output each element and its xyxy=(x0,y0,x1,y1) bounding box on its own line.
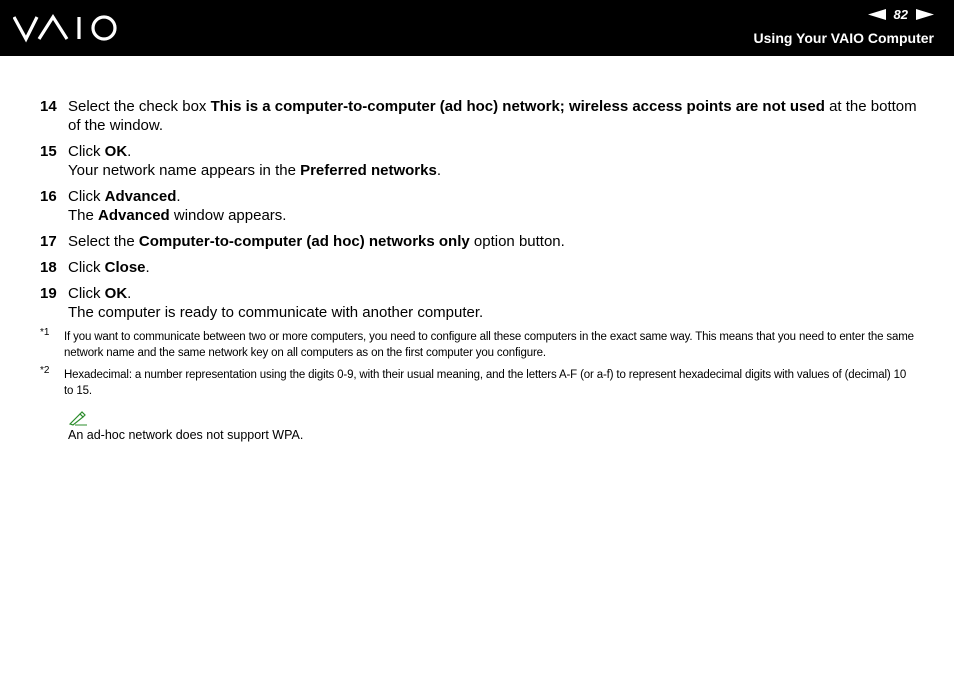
section-title: Using Your VAIO Computer xyxy=(753,30,934,46)
step-text-run: Click xyxy=(68,285,105,302)
step-line xyxy=(68,187,918,206)
step-text xyxy=(68,258,918,277)
step-text-run: window appears. xyxy=(169,207,287,224)
ui-term: Advanced xyxy=(98,207,170,224)
step-item xyxy=(40,187,918,225)
step-text-run: Select the xyxy=(68,233,139,250)
footnote-text: If you want to communicate between two or more computers, you need to configure all these computers in the exact same way. This means that you need to enter the same network name and the same network key on all computers as on the first computer you configure. xyxy=(64,331,914,359)
step-text-run: Click xyxy=(68,143,105,160)
ui-term: OK xyxy=(104,285,128,302)
step-text-run: Your network name appears in the xyxy=(68,162,301,179)
step-line xyxy=(68,284,918,303)
step-text-run: The xyxy=(68,207,99,224)
footnote-text: Hexadecimal: a number representation using the digits 0-9, with their usual meaning, and the letters A-F (or a-f) to represent hexadecimal digits with values of (decimal) 10 to 15. xyxy=(64,369,907,397)
step-number: 18 xyxy=(40,259,57,276)
step-line xyxy=(68,142,918,161)
note-block xyxy=(68,411,918,442)
step-item xyxy=(40,258,918,277)
ui-term: Advanced xyxy=(104,188,177,205)
step-item xyxy=(40,142,918,180)
step-line xyxy=(68,161,918,180)
step-number: 17 xyxy=(40,233,57,250)
step-text-run: Click xyxy=(68,188,105,205)
page-header xyxy=(0,0,954,56)
step-text xyxy=(68,97,918,135)
step-text-run: . xyxy=(127,285,132,302)
footnote-mark: *2 xyxy=(40,365,50,376)
footnote-list xyxy=(40,329,918,399)
step-text xyxy=(68,284,918,322)
step-text xyxy=(68,187,918,225)
step-text-run: The computer is ready to communicate with another computer. xyxy=(68,304,484,321)
step-text-run: option button. xyxy=(469,233,565,250)
step-line xyxy=(68,206,918,225)
step-text-run: . xyxy=(176,188,181,205)
step-number: 14 xyxy=(40,98,57,115)
step-text-run: . xyxy=(127,143,132,160)
page-number: 82 xyxy=(893,7,908,22)
step-number: 15 xyxy=(40,143,57,160)
step-text xyxy=(68,232,918,251)
triangle-left-icon[interactable] xyxy=(868,9,886,20)
footnote xyxy=(40,367,918,399)
page-content xyxy=(40,97,918,442)
step-line xyxy=(68,97,918,135)
step-text-run: . xyxy=(436,162,441,179)
step-line xyxy=(68,258,918,277)
note-text: An ad-hoc network does not support WPA. xyxy=(68,428,304,442)
triangle-right-icon[interactable] xyxy=(916,9,934,20)
step-text-run: . xyxy=(145,259,150,276)
step-line xyxy=(68,303,918,322)
step-list xyxy=(40,97,918,322)
page-navigation xyxy=(868,7,934,22)
ui-term: Computer-to-computer (ad hoc) networks only xyxy=(138,233,470,250)
step-item xyxy=(40,284,918,322)
step-item xyxy=(40,232,918,251)
ui-term: OK xyxy=(104,143,128,160)
step-text xyxy=(68,142,918,180)
ui-term: Preferred networks xyxy=(300,162,437,179)
footnote xyxy=(40,329,918,361)
step-number: 19 xyxy=(40,285,57,302)
pencil-note-icon xyxy=(68,411,918,426)
footnote-mark: *1 xyxy=(40,327,50,338)
step-item xyxy=(40,97,918,135)
step-text-run: Click xyxy=(68,259,105,276)
step-line xyxy=(68,232,918,251)
step-text-run: Select the check box xyxy=(68,98,211,115)
step-number: 16 xyxy=(40,188,57,205)
step-text-run: at the bottom of the window. xyxy=(68,98,917,134)
ui-term: This is a computer-to-computer (ad hoc) network; wireless access points are not used xyxy=(210,98,825,115)
vaio-logo xyxy=(13,13,121,48)
ui-term: Close xyxy=(104,259,146,276)
